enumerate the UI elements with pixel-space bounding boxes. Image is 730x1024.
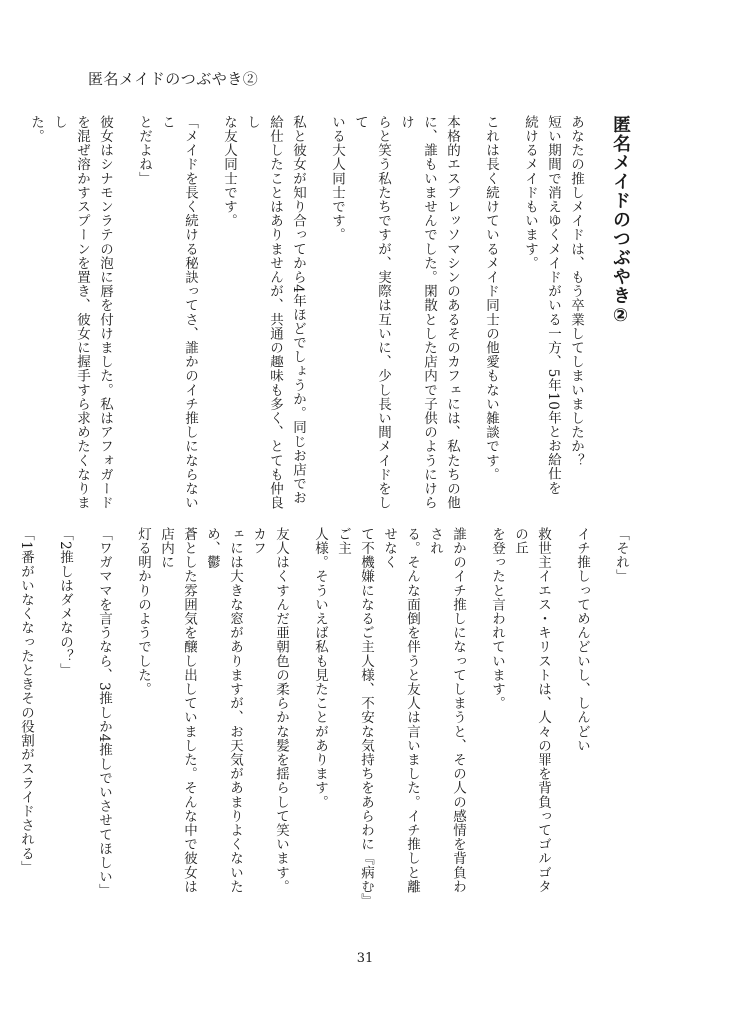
paragraph (92, 527, 115, 901)
chapter-title: 匿名メイドのつぶやき② (610, 115, 631, 327)
text-line: た。 (28, 115, 44, 144)
text-line: 続けるメイドもいます。 (522, 115, 538, 271)
running-header: 匿名メイドのつぶやき② (88, 70, 259, 88)
text-line: 「2推しはダメなの？」 (57, 527, 73, 678)
text-line: あなたの推しメイドは、もう卒業してしまいましたか？ (568, 115, 584, 468)
text-line: ェには大きな窓がありますが、お天気があまりよくないため、鬱 (204, 527, 243, 894)
paragraph (485, 527, 554, 901)
paragraph (131, 527, 292, 901)
upper-text-block (28, 115, 632, 510)
paragraph (325, 115, 463, 510)
text-line: な友人同士です。 (221, 115, 237, 228)
text-line: 短い期間で消えゆくメイドがいる一方、5年10年とお給仕を (545, 115, 561, 496)
text-line: を混ぜ溶かすスプーンを置き、彼女に握手すら求めたくなりまし (51, 115, 90, 510)
text-line: 給仕したことはありませんが、共通の趣味も多く、とても仲良し (244, 115, 283, 510)
text-line: 灯る明かりのようでした。 (135, 527, 151, 697)
paragraph (518, 115, 587, 510)
text-line: 「ワガママを言うなら、3推しか4推しでいさせてほしい」 (96, 527, 112, 898)
paragraph (570, 527, 593, 901)
text-line: る。そんな面倒を伴うと友人は言いました。イチ推しと離せなく (381, 527, 420, 894)
text-line: 誰かのイチ推しになってしまうと、その人の感情を背負わされ (427, 527, 466, 894)
text-line: 「1番がいなくなったときその役割がスライドされる」 (18, 527, 34, 875)
paragraph (53, 527, 76, 901)
text-line: いる大人同士です。 (329, 115, 345, 242)
text-line: 救世主イエス・キリストは、人々の罪を背負ってゴルゴタの丘 (512, 527, 551, 894)
text-line: イチ推しってめんどいし、しんどい (574, 527, 590, 753)
paragraph (24, 115, 116, 510)
text-line: 私と彼女が知り合ってから4年ほどでしょうか。同じお店でお (290, 115, 306, 505)
text-line: 蒼とした雰囲気を醸し出していました。そんな中で彼女は店内に (158, 527, 197, 894)
text-line: とだよね」 (136, 115, 152, 186)
text-line: 彼女はシナモンラテの泡に唇を付けました。私はアフォガード (97, 115, 113, 510)
text-line: 人様。そういえば私も見たことがあります。 (312, 527, 328, 809)
text-line: て不機嫌になるご主人様、不安な気持ちをあらわに『病む』ご主 (335, 527, 374, 901)
paragraph (217, 115, 309, 510)
paragraph (609, 527, 632, 901)
text-line: 本格的エスプレッソマシンのあるそのカフェには、私たちの他 (444, 115, 460, 510)
paragraph (14, 527, 37, 901)
page-number: 31 (356, 951, 374, 966)
text-line: に、誰もいませんでした。閑散とした店内で子供のようにけらけ (398, 115, 437, 510)
paragraph (308, 527, 469, 901)
text-line: を登ったと言われています。 (489, 527, 505, 711)
lower-text-block (18, 527, 632, 901)
text-line: 「それ」 (613, 527, 629, 584)
paragraph (479, 115, 502, 510)
text-line: らと笑う私たちですが、実際は互いに、少し長い間メイドをして (352, 115, 391, 510)
paragraph (132, 115, 201, 510)
text-line: 友人はくすんだ亜朝色の柔らかな髪を揺らして笑います。カフ (250, 527, 289, 894)
text-line: これは長く続けているメイド同士の他愛もない雑談です。 (483, 115, 499, 482)
text-line: 「メイドを長く続ける秘訣ってさ、誰かのイチ推しにならないこ (159, 115, 198, 510)
